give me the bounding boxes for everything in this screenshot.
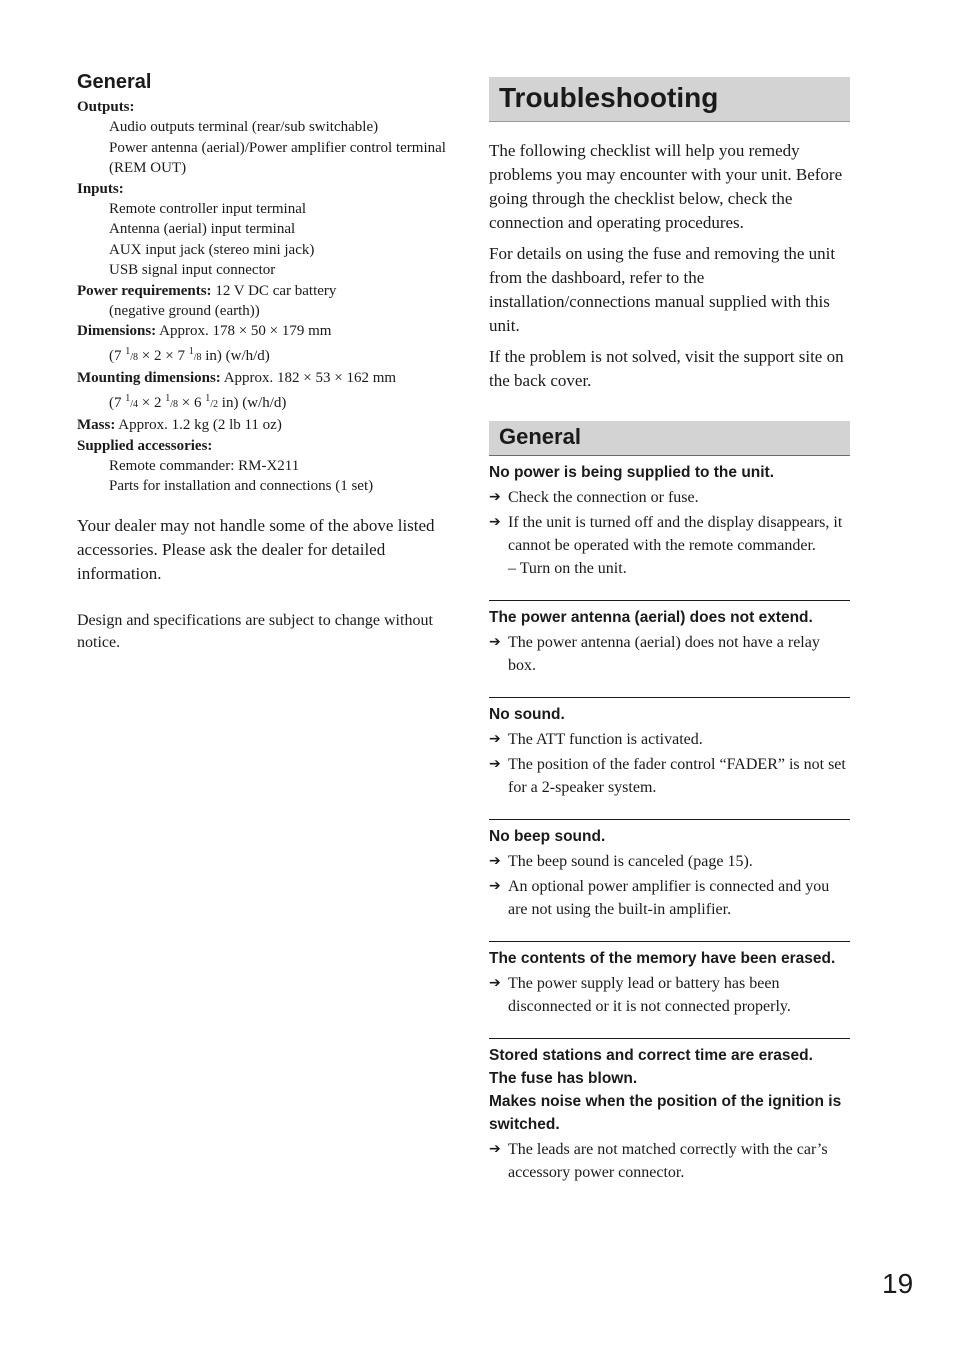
inputs-item: Antenna (aerial) input terminal <box>109 221 296 238</box>
issue-title: No beep sound. <box>489 828 606 845</box>
dimensions <box>77 321 449 341</box>
specifications-column <box>77 70 449 671</box>
arrow-right-icon: ➔ <box>489 853 501 869</box>
power-label: Power requirements: <box>77 282 212 299</box>
design-note: Design and specifications are subject to change without notice. <box>77 611 433 652</box>
remedy-item: ➔ The ATT function is activated. <box>489 728 850 751</box>
mounting-dimensions <box>77 368 449 388</box>
remedy-item: ➔ The beep sound is canceled (page 15). <box>489 850 850 873</box>
outputs-item: Audio outputs terminal (rear/sub switchable) <box>109 119 379 136</box>
issue-title: Stored stations and correct time are erased. The fuse has blown. Makes noise when the position of the ignition is switched. <box>489 1047 842 1133</box>
mass-label: Mass: <box>77 417 116 434</box>
mounting-value: Approx. 182 × 53 × 162 mm <box>220 370 397 387</box>
arrow-right-icon: ➔ <box>489 756 501 772</box>
mounting-imperial: (7 $^1$/4 × 2 $^1$/8 × 6 $^1$/2 in) (w/h/d) <box>109 392 287 411</box>
issue-block <box>489 456 850 600</box>
issue-title: No power is being supplied to the unit. <box>489 464 775 481</box>
troubleshooting-column <box>489 77 850 1204</box>
power-value-cont: (negative ground (earth)) <box>109 303 260 320</box>
inputs-item: USB signal input connector <box>109 262 276 279</box>
dimensions-value: Approx. 178 × 50 × 179 mm <box>156 323 332 340</box>
intro-paragraph: If the problem is not solved, visit the support site on the back cover. <box>489 347 844 390</box>
specifications-heading: General <box>77 71 152 93</box>
page-number: 19 <box>882 1268 914 1299</box>
arrow-right-icon: ➔ <box>489 975 501 991</box>
inputs-item: Remote controller input terminal <box>109 201 307 218</box>
issue-title: The contents of the memory have been erased. <box>489 950 836 967</box>
dimensions-label: Dimensions: <box>77 323 157 340</box>
inputs-label: Inputs: <box>77 180 124 197</box>
accessory-item: Remote commander: RM-X211 <box>109 457 300 474</box>
accessories-label: Supplied accessories: <box>77 437 213 454</box>
remedy-item: ➔ The position of the fader control “FADER” is not set for a 2-speaker system. <box>489 753 850 799</box>
mass-value: Approx. 1.2 kg (2 lb 11 oz) <box>115 417 282 434</box>
mounting-label: Mounting dimensions: <box>77 370 221 387</box>
dealer-note: Your dealer may not handle some of the above listed accessories. Please ask the dealer for detailed information. <box>77 515 435 583</box>
issue-block <box>489 697 850 819</box>
intro-paragraph: The following checklist will help you remedy problems you may encounter with your unit. Before going through the checklist below, check the connection and operating procedures. <box>489 141 843 232</box>
outputs-item: Power antenna (aerial)/Power amplifier control terminal (REM OUT) <box>109 139 446 177</box>
remedy-item: ➔ Check the connection or fuse. <box>489 486 850 509</box>
issue-block <box>489 1038 850 1204</box>
dimensions-imperial: (7 $^1$/8 × 2 × 7 $^1$/8 in) (w/h/d) <box>109 345 270 364</box>
arrow-right-icon: ➔ <box>489 489 501 505</box>
arrow-right-icon: ➔ <box>489 1141 501 1157</box>
power-requirements <box>77 281 449 301</box>
remedy-item: ➔ The power supply lead or battery has been disconnected or it is not connected properly. <box>489 972 850 1018</box>
issue-title: No sound. <box>489 706 565 723</box>
issue-title: The power antenna (aerial) does not extend. <box>489 609 813 626</box>
issue-block <box>489 600 850 697</box>
mass <box>77 415 449 435</box>
intro-paragraph: For details on using the fuse and removing the unit from the dashboard, refer to the installation/connections manual supplied with this unit. <box>489 244 836 335</box>
specifications-list <box>77 97 449 497</box>
general-section-title: General <box>489 421 850 456</box>
inputs-item: AUX input jack (stereo mini jack) <box>109 241 315 258</box>
arrow-right-icon: ➔ <box>489 634 501 650</box>
remedy-subitem: – Turn on the unit. <box>508 560 627 577</box>
outputs-label: Outputs: <box>77 99 135 115</box>
remedy-item: ➔ An optional power amplifier is connected and you are not using the built-in amplifier. <box>489 875 850 921</box>
arrow-right-icon: ➔ <box>489 731 501 747</box>
remedy-item: ➔ The power antenna (aerial) does not have a relay box. <box>489 631 850 677</box>
accessory-item: Parts for installation and connections (1 set) <box>109 478 374 495</box>
remedy-item: ➔ The leads are not matched correctly with the car’s accessory power connector. <box>489 1138 850 1184</box>
arrow-right-icon: ➔ <box>489 514 501 530</box>
troubleshooting-title: Troubleshooting <box>489 77 850 122</box>
arrow-right-icon: ➔ <box>489 878 501 894</box>
issue-block <box>489 819 850 941</box>
issue-block <box>489 941 850 1038</box>
power-value: 12 V DC car battery <box>211 282 337 299</box>
remedy-item: ➔ If the unit is turned off and the display disappears, it cannot be operated with the remote commander. <box>489 511 850 557</box>
